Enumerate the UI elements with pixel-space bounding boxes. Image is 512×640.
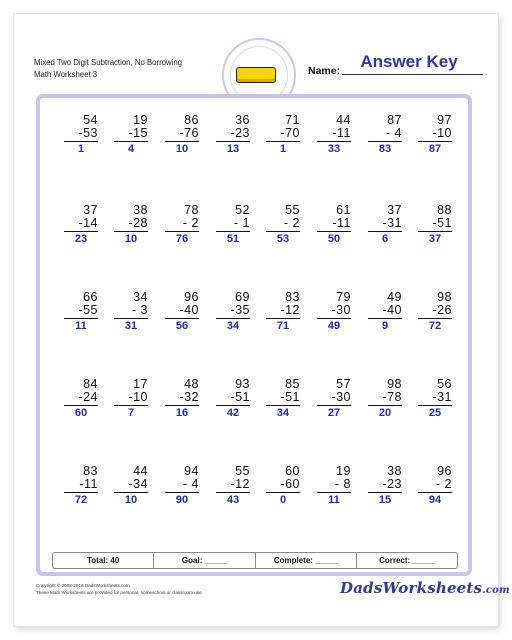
answer-rule — [216, 405, 250, 406]
answer-rule — [165, 405, 199, 406]
answer-value: 27 — [327, 407, 341, 419]
subtrahend: -31 — [432, 390, 452, 404]
answer-value: 31 — [124, 320, 138, 332]
answer-value: 4 — [127, 143, 135, 155]
name-label: Name: — [308, 65, 341, 77]
problem-1-3 — [165, 114, 199, 155]
minuend: 98 — [437, 290, 452, 304]
answer-rule — [64, 231, 98, 232]
subtrahend: -28 — [128, 216, 148, 230]
subtrahend: -15 — [128, 126, 148, 140]
subtrahend: -51 — [230, 390, 250, 404]
minuend: 83 — [285, 290, 300, 304]
score-summary-bar — [52, 552, 458, 569]
subtrahend: -10 — [128, 390, 148, 404]
problem-1-5 — [266, 114, 300, 155]
subtrahend: -14 — [78, 216, 98, 230]
answer-value: 10 — [175, 143, 189, 155]
minuend: 88 — [437, 203, 452, 217]
answer-value: 9 — [381, 320, 389, 332]
minuend: 37 — [387, 203, 402, 217]
problems-frame — [36, 94, 472, 576]
subtrahend: -30 — [331, 303, 351, 317]
problem-4-7 — [368, 378, 402, 419]
answer-rule — [317, 231, 351, 232]
answer-value: 23 — [74, 233, 88, 245]
answer-value: 49 — [327, 320, 341, 332]
subtrahend: -24 — [78, 390, 98, 404]
worksheet-subtitle: Math Worksheet 3 — [34, 70, 98, 79]
minuend: 57 — [336, 377, 351, 391]
problem-5-1 — [64, 465, 98, 506]
minuend: 38 — [133, 203, 148, 217]
logo-suffix: .com — [482, 585, 510, 596]
answer-rule — [317, 492, 351, 493]
answer-value: 51 — [226, 233, 240, 245]
problem-3-8 — [418, 291, 452, 332]
subtrahend: - 3 — [131, 303, 148, 317]
goal-cell: Goal: _____ — [154, 553, 255, 568]
subtrahend: -30 — [331, 390, 351, 404]
subtrahend: -12 — [230, 477, 250, 491]
logo-dads: Dads — [340, 579, 383, 597]
subtrahend: -10 — [432, 126, 452, 140]
copyright-text: Copyright © 2008-2018 DadsWorksheets.com — [36, 583, 130, 588]
minuend: 61 — [336, 203, 351, 217]
minuend: 93 — [235, 377, 250, 391]
answer-value: 0 — [279, 494, 287, 506]
subtrahend: - 2 — [182, 216, 199, 230]
subtrahend: - 2 — [283, 216, 300, 230]
problem-5-8 — [418, 465, 452, 506]
answer-rule — [165, 492, 199, 493]
answer-value: 50 — [327, 233, 341, 245]
answer-rule — [266, 492, 300, 493]
problem-1-6 — [317, 114, 351, 155]
minuend: 79 — [336, 290, 351, 304]
subtrahend: -23 — [382, 477, 402, 491]
answer-rule — [114, 318, 148, 319]
answer-rule — [114, 405, 148, 406]
total-cell: Total: 40 — [53, 553, 154, 568]
minuend: 94 — [184, 464, 199, 478]
answer-value: 20 — [378, 407, 392, 419]
answer-rule — [266, 141, 300, 142]
problem-2-1 — [64, 204, 98, 245]
worksheet-title: Mixed Two Digit Subtraction, No Borrowing — [34, 58, 183, 67]
problem-4-5 — [266, 378, 300, 419]
minuend: 38 — [387, 464, 402, 478]
subtrahend: - 4 — [385, 126, 402, 140]
answer-value: 1 — [279, 143, 287, 155]
problem-1-4 — [216, 114, 250, 155]
problem-3-5 — [266, 291, 300, 332]
subtrahend: -34 — [128, 477, 148, 491]
answer-rule — [317, 318, 351, 319]
answer-value: 37 — [428, 233, 442, 245]
answer-rule — [317, 141, 351, 142]
answer-rule — [64, 492, 98, 493]
minuend: 17 — [133, 377, 148, 391]
name-field-line — [342, 74, 483, 75]
subtrahend: -51 — [432, 216, 452, 230]
subtrahend: - 8 — [334, 477, 351, 491]
answer-value: 42 — [226, 407, 240, 419]
subtrahend: -51 — [280, 390, 300, 404]
correct-cell: Correct: _____ — [379, 556, 435, 565]
problem-5-6 — [317, 465, 351, 506]
answer-rule — [216, 141, 250, 142]
minuend: 98 — [387, 377, 402, 391]
minuend: 87 — [387, 113, 402, 127]
answer-rule — [114, 231, 148, 232]
subtrahend: -11 — [79, 477, 98, 491]
answer-rule — [216, 492, 250, 493]
answer-rule — [216, 231, 250, 232]
minuend: 52 — [235, 203, 250, 217]
answer-value: 72 — [74, 494, 88, 506]
problem-4-4 — [216, 378, 250, 419]
answer-rule — [368, 318, 402, 319]
minuend: 36 — [235, 113, 250, 127]
problem-2-8 — [418, 204, 452, 245]
answer-rule — [64, 318, 98, 319]
answer-value: 60 — [74, 407, 88, 419]
answer-rule — [165, 231, 199, 232]
problem-3-2 — [114, 291, 148, 332]
answer-rule — [165, 318, 199, 319]
answer-rule — [368, 405, 402, 406]
minuend: 71 — [285, 113, 300, 127]
minuend: 96 — [184, 290, 199, 304]
eraser-icon — [236, 67, 276, 83]
problem-4-1 — [64, 378, 98, 419]
minuend: 86 — [184, 113, 199, 127]
subtrahend: -11 — [332, 126, 351, 140]
problem-2-3 — [165, 204, 199, 245]
problem-2-4 — [216, 204, 250, 245]
answer-value: 87 — [428, 143, 442, 155]
minuend: 49 — [387, 290, 402, 304]
answer-value: 33 — [327, 143, 341, 155]
minuend: 78 — [184, 203, 199, 217]
problem-2-6 — [317, 204, 351, 245]
answer-rule — [368, 492, 402, 493]
minuend: 84 — [83, 377, 98, 391]
minuend: 48 — [184, 377, 199, 391]
subtrahend: -53 — [78, 126, 98, 140]
minuend: 19 — [336, 464, 351, 478]
problem-3-6 — [317, 291, 351, 332]
answer-value: 16 — [175, 407, 189, 419]
problem-5-4 — [216, 465, 250, 506]
answer-rule — [418, 231, 452, 232]
problem-2-7 — [368, 204, 402, 245]
complete-cell: Complete: _____ — [256, 553, 357, 568]
answer-value: 6 — [381, 233, 389, 245]
dadsworksheets-logo — [340, 579, 510, 597]
usage-notice: These Math Worksheets are provided for personal, homeschool or classroom use. — [36, 590, 203, 595]
answer-value: 15 — [378, 494, 392, 506]
minuend: 66 — [83, 290, 98, 304]
answer-rule — [317, 405, 351, 406]
answer-value: 1 — [77, 143, 85, 155]
answer-value: 83 — [378, 143, 392, 155]
subtrahend: - 2 — [435, 477, 452, 491]
subtrahend: -40 — [179, 303, 199, 317]
minuend: 44 — [133, 464, 148, 478]
answer-value: 76 — [175, 233, 189, 245]
answer-value: 71 — [276, 320, 290, 332]
minuend: 19 — [133, 113, 148, 127]
minuend: 96 — [437, 464, 452, 478]
answer-value: 10 — [124, 233, 138, 245]
problem-3-4 — [216, 291, 250, 332]
answer-rule — [165, 141, 199, 142]
problem-5-5 — [266, 465, 300, 506]
subtrahend: -11 — [332, 216, 351, 230]
problem-5-3 — [165, 465, 199, 506]
problem-4-6 — [317, 378, 351, 419]
answer-rule — [418, 141, 452, 142]
problem-1-1 — [64, 114, 98, 155]
answer-key-text: Answer Key — [360, 52, 458, 71]
subtrahend: -23 — [230, 126, 250, 140]
answer-rule — [368, 141, 402, 142]
answer-value: 72 — [428, 320, 442, 332]
subtrahend: - 1 — [233, 216, 250, 230]
answer-rule — [64, 141, 98, 142]
answer-value: 10 — [124, 494, 138, 506]
subtrahend: -31 — [382, 216, 402, 230]
subtrahend: -76 — [179, 126, 199, 140]
answer-rule — [266, 318, 300, 319]
answer-rule — [418, 492, 452, 493]
minuend: 56 — [437, 377, 452, 391]
minuend: 55 — [285, 203, 300, 217]
problem-4-2 — [114, 378, 148, 419]
answer-rule — [114, 141, 148, 142]
problem-3-1 — [64, 291, 98, 332]
answer-value: 34 — [226, 320, 240, 332]
answer-value: 11 — [75, 320, 87, 332]
minuend: 34 — [133, 290, 148, 304]
problem-2-2 — [114, 204, 148, 245]
answer-rule — [266, 405, 300, 406]
subtrahend: -55 — [78, 303, 98, 317]
minuend: 69 — [235, 290, 250, 304]
answer-rule — [418, 318, 452, 319]
answer-rule — [114, 492, 148, 493]
answer-rule — [418, 405, 452, 406]
subtrahend: -32 — [179, 390, 199, 404]
answer-rule — [266, 231, 300, 232]
answer-value: 7 — [127, 407, 135, 419]
problem-1-2 — [114, 114, 148, 155]
subtrahend: - 4 — [182, 477, 199, 491]
problem-5-7 — [368, 465, 402, 506]
subtrahend: -70 — [280, 126, 300, 140]
problem-1-7 — [368, 114, 402, 155]
answer-rule — [64, 405, 98, 406]
minuend: 97 — [437, 113, 452, 127]
answer-value: 94 — [428, 494, 442, 506]
problem-1-8 — [418, 114, 452, 155]
subtrahend: -60 — [280, 477, 300, 491]
minuend: 44 — [336, 113, 351, 127]
answer-value: 13 — [226, 143, 240, 155]
subtrahend: -35 — [230, 303, 250, 317]
answer-value: 34 — [276, 407, 290, 419]
answer-rule — [216, 318, 250, 319]
minuend: 55 — [235, 464, 250, 478]
answer-value: 25 — [428, 407, 442, 419]
minuend: 54 — [83, 113, 98, 127]
minuend: 60 — [285, 464, 300, 478]
minuend: 37 — [83, 203, 98, 217]
answer-value: 11 — [328, 494, 340, 506]
subtrahend: -12 — [280, 303, 300, 317]
answer-value: 53 — [276, 233, 290, 245]
problem-3-3 — [165, 291, 199, 332]
logo-worksheets: Worksheets — [382, 579, 483, 597]
minuend: 85 — [285, 377, 300, 391]
problem-2-5 — [266, 204, 300, 245]
subtrahend: -40 — [382, 303, 402, 317]
subtrahend: -26 — [432, 303, 452, 317]
subtrahend: -78 — [382, 390, 402, 404]
problem-3-7 — [368, 291, 402, 332]
problem-5-2 — [114, 465, 148, 506]
answer-value: 43 — [226, 494, 240, 506]
answer-value: 90 — [175, 494, 189, 506]
answer-rule — [368, 231, 402, 232]
problem-4-3 — [165, 378, 199, 419]
problem-4-8 — [418, 378, 452, 419]
answer-value: 56 — [175, 320, 189, 332]
minuend: 83 — [83, 464, 98, 478]
